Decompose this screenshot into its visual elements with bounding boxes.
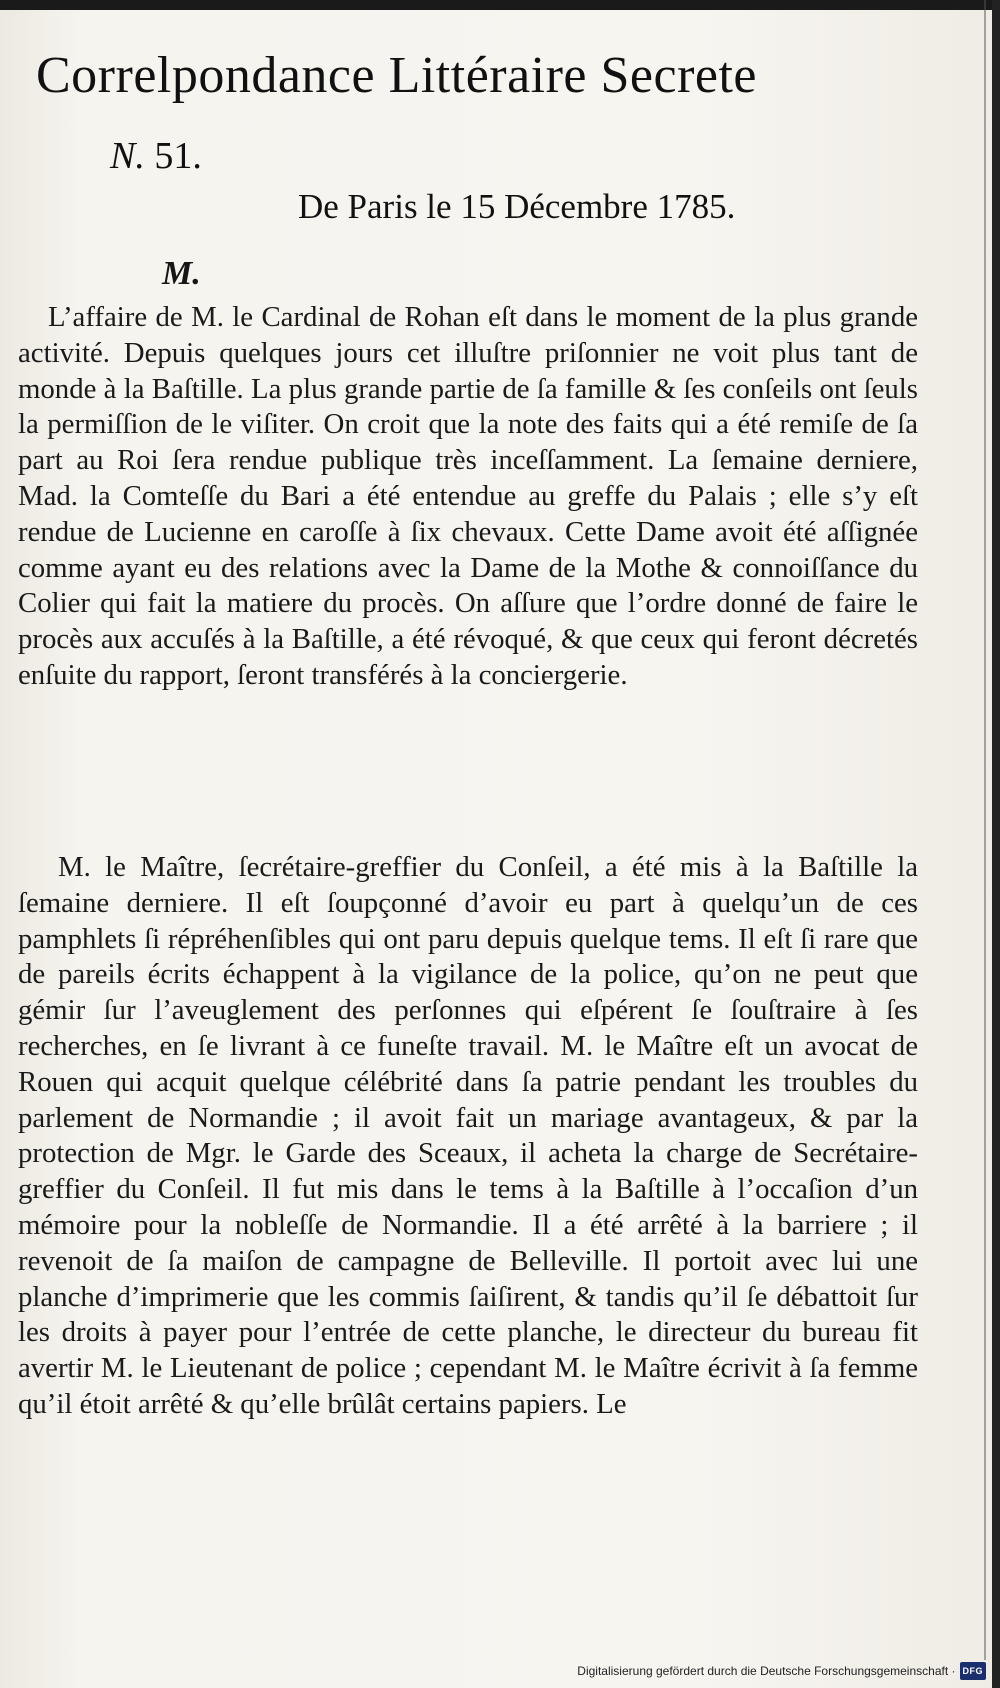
footer-credit: Digitalisierung gefördert durch die Deutsche Forschungsgemeinschaft · bbox=[577, 1664, 956, 1678]
scan-top-edge bbox=[0, 0, 1000, 10]
scan-right-edge bbox=[992, 0, 1000, 1688]
issue-number bbox=[110, 132, 202, 180]
journal-title: Correlpondance Littéraire Secrete bbox=[36, 47, 758, 104]
digitization-footer bbox=[577, 1662, 986, 1680]
dateline: De Paris le 15 Décembre 1785. bbox=[298, 187, 736, 226]
page-edge-rule bbox=[984, 0, 986, 1660]
paragraph-2: M. le Maître, ſecrétaire-greffier du Conſeil, a été mis à la Baſtille la ſemaine derniere. Il eſt ſoupçonné d’avoir eu part à quelqu’un de ces pamphlets ſi répréhenſibles qui ont paru depuis quelque tems. Il eſt ſi rare que de pareils écrits échappent à la vigilance de la police, qu’on ne peut que gémir ſur l’aveuglement des perſonnes qui eſpérent ſe ſouſtraire à ſes recherches, en ſe livrant à ce funeſte travail. M. le Maître eſt un avocat de Rouen qui acquit quelque célébrité dans ſa patrie pendant les troubles du parlement de Normandie ; il avoit fait un mariage avantageux, & par la protection de Mgr. le Garde des Sceaux, il acheta la charge de Secrétaire-greffier du Conſeil. Il fut mis dans le tems à la Baſtille à l’occaſion d’un mémoire pour la nobleſſe de Normandie. Il a été arrêté à la barriere ; il revenoit de ſa maiſon de campagne de Belleville. Il portoit avec lui une planche d’imprimerie que les commis ſaiſirent, & tandis qu’il ſe débattoit ſur les droits à payer pour l’entrée de cette planche, le directeur du bureau fit avertir M. le Lieutenant de police ; cependant M. le Maître écrivit à ſa femme qu’il étoit arrêté & qu’elle brûlât certains papiers. Le bbox=[18, 851, 918, 1420]
issue-number-label: N. bbox=[110, 135, 145, 177]
dfg-logo-icon: DFG bbox=[960, 1662, 987, 1680]
paragraph-1: L’affaire de M. le Cardinal de Rohan eſt dans le moment de la plus grande activité. Depuis quelques jours cet illuſtre priſonnier ne voit plus tant de monde à la Baſtille. La plus grande partie de ſa famille & ſes conſeils ont ſeuls la permiſſion de le viſiter. On croit que la note des faits qui a été remiſe de ſa part au Roi ſera rendue publique très inceſſamment. La ſemaine derniere, Mad. la Comteſſe du Bari a été entendue au greffe du Palais ; elle s’y eſt rendue de Lucienne en caroſſe à ſix chevaux. Cette Dame avoit été aſſignée comme ayant eu des relations avec la Dame de la Mothe & connoiſſance du Colier qui fait la matiere du procès. On aſſure que l’ordre donné de faire le procès aux accuſés à la Baſtille, a été révoqué, & que ceux qui feront décretés enſuite du rapport, ſeront transférés à la conciergerie. bbox=[18, 301, 918, 691]
salutation: M. bbox=[162, 255, 201, 292]
issue-number-value: 51. bbox=[154, 135, 202, 177]
